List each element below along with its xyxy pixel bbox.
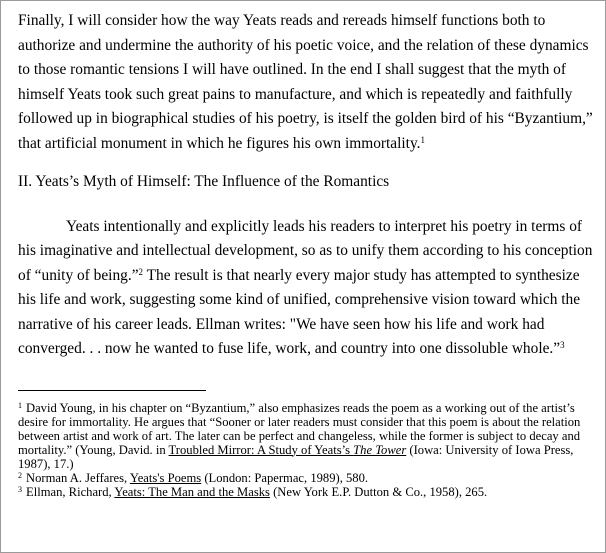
- footnote-ref-2[interactable]: 2: [138, 266, 144, 277]
- footnote-3: [18, 485, 597, 499]
- footnote-1-text-a: David Young, in his chapter on “Byzantium,” also emphasizes reads the poem as a working out of the artist’s desire for immortality. He argues that “Sooner or later readers must consider that this poem is about the relation between artist and work of art. The later can be perfect and changeless, while the former is subject to decay and mortality.” (Young, David. in: [18, 400, 581, 457]
- paragraph-intro: [18, 9, 597, 156]
- footnote-3-title: Yeats: The Man and the Masks: [114, 484, 270, 499]
- footnote-2-number: 2: [18, 470, 22, 480]
- footnote-1: [18, 401, 597, 471]
- footnote-2-title: Yeats's Poems: [129, 470, 202, 485]
- paragraph-myth-part2: The result is that nearly every major study has attempted to synthesize his life and work, suggesting some kind of unified, comprehensive vision toward which the narrative of his career leads. Ellman writes: "We have seen how his life and work had converged. . . now he wanted to fuse life, work, and country into one dissoluble whole.”: [18, 266, 581, 357]
- footnote-2-text-a: Norman A. Jeffares,: [26, 470, 130, 485]
- footnote-1-title: Troubled Mirror: A Study of Yeats’s: [168, 442, 354, 457]
- footnote-3-text-a: Ellman, Richard,: [26, 484, 115, 499]
- footnote-ref-3[interactable]: 3: [560, 340, 565, 350]
- paragraph-myth: [18, 215, 597, 362]
- footnote-2: [18, 471, 597, 485]
- footnote-1-number: 1: [18, 400, 22, 410]
- footnote-3-text-b: (New York E.P. Dutton & Co., 1958), 265.: [269, 484, 488, 499]
- paragraph-intro-text: Finally, I will consider how the way Yeats reads and rereads himself functions both to authorize and undermine the authority of his poetic voice, and the relation of these dynamics to those romantic tensions I will have outlined. In the end I shall suggest that the myth of himself Yeats took such great pains to manufacture, and which is repeatedly and faithfully followed up in biographical studies of his poetry, is itself the golden bird of his “Byzantium,” that artificial monument in which he figures his own immortality.: [18, 12, 593, 152]
- section-heading: II. Yeats’s Myth of Himself: The Influence of the Romantics: [18, 173, 390, 190]
- paragraph-myth-part1: Yeats intentionally and explicitly leads his readers to interpret his poetry in terms of his imaginative and intellectual development, so as to unify them according to his conception of “unity of being.”: [18, 217, 593, 284]
- footnote-1-text-b: (Iowa: University of Iowa Press, 1987), 17.): [18, 442, 574, 471]
- footnote-ref-1[interactable]: 1: [420, 134, 425, 145]
- footnote-1-title-italic: The Tower: [353, 442, 407, 457]
- footnote-3-number: 3: [18, 484, 22, 494]
- footnote-2-text-b: (London: Papermac, 1989), 580.: [201, 470, 369, 485]
- footnote-divider: [18, 390, 206, 391]
